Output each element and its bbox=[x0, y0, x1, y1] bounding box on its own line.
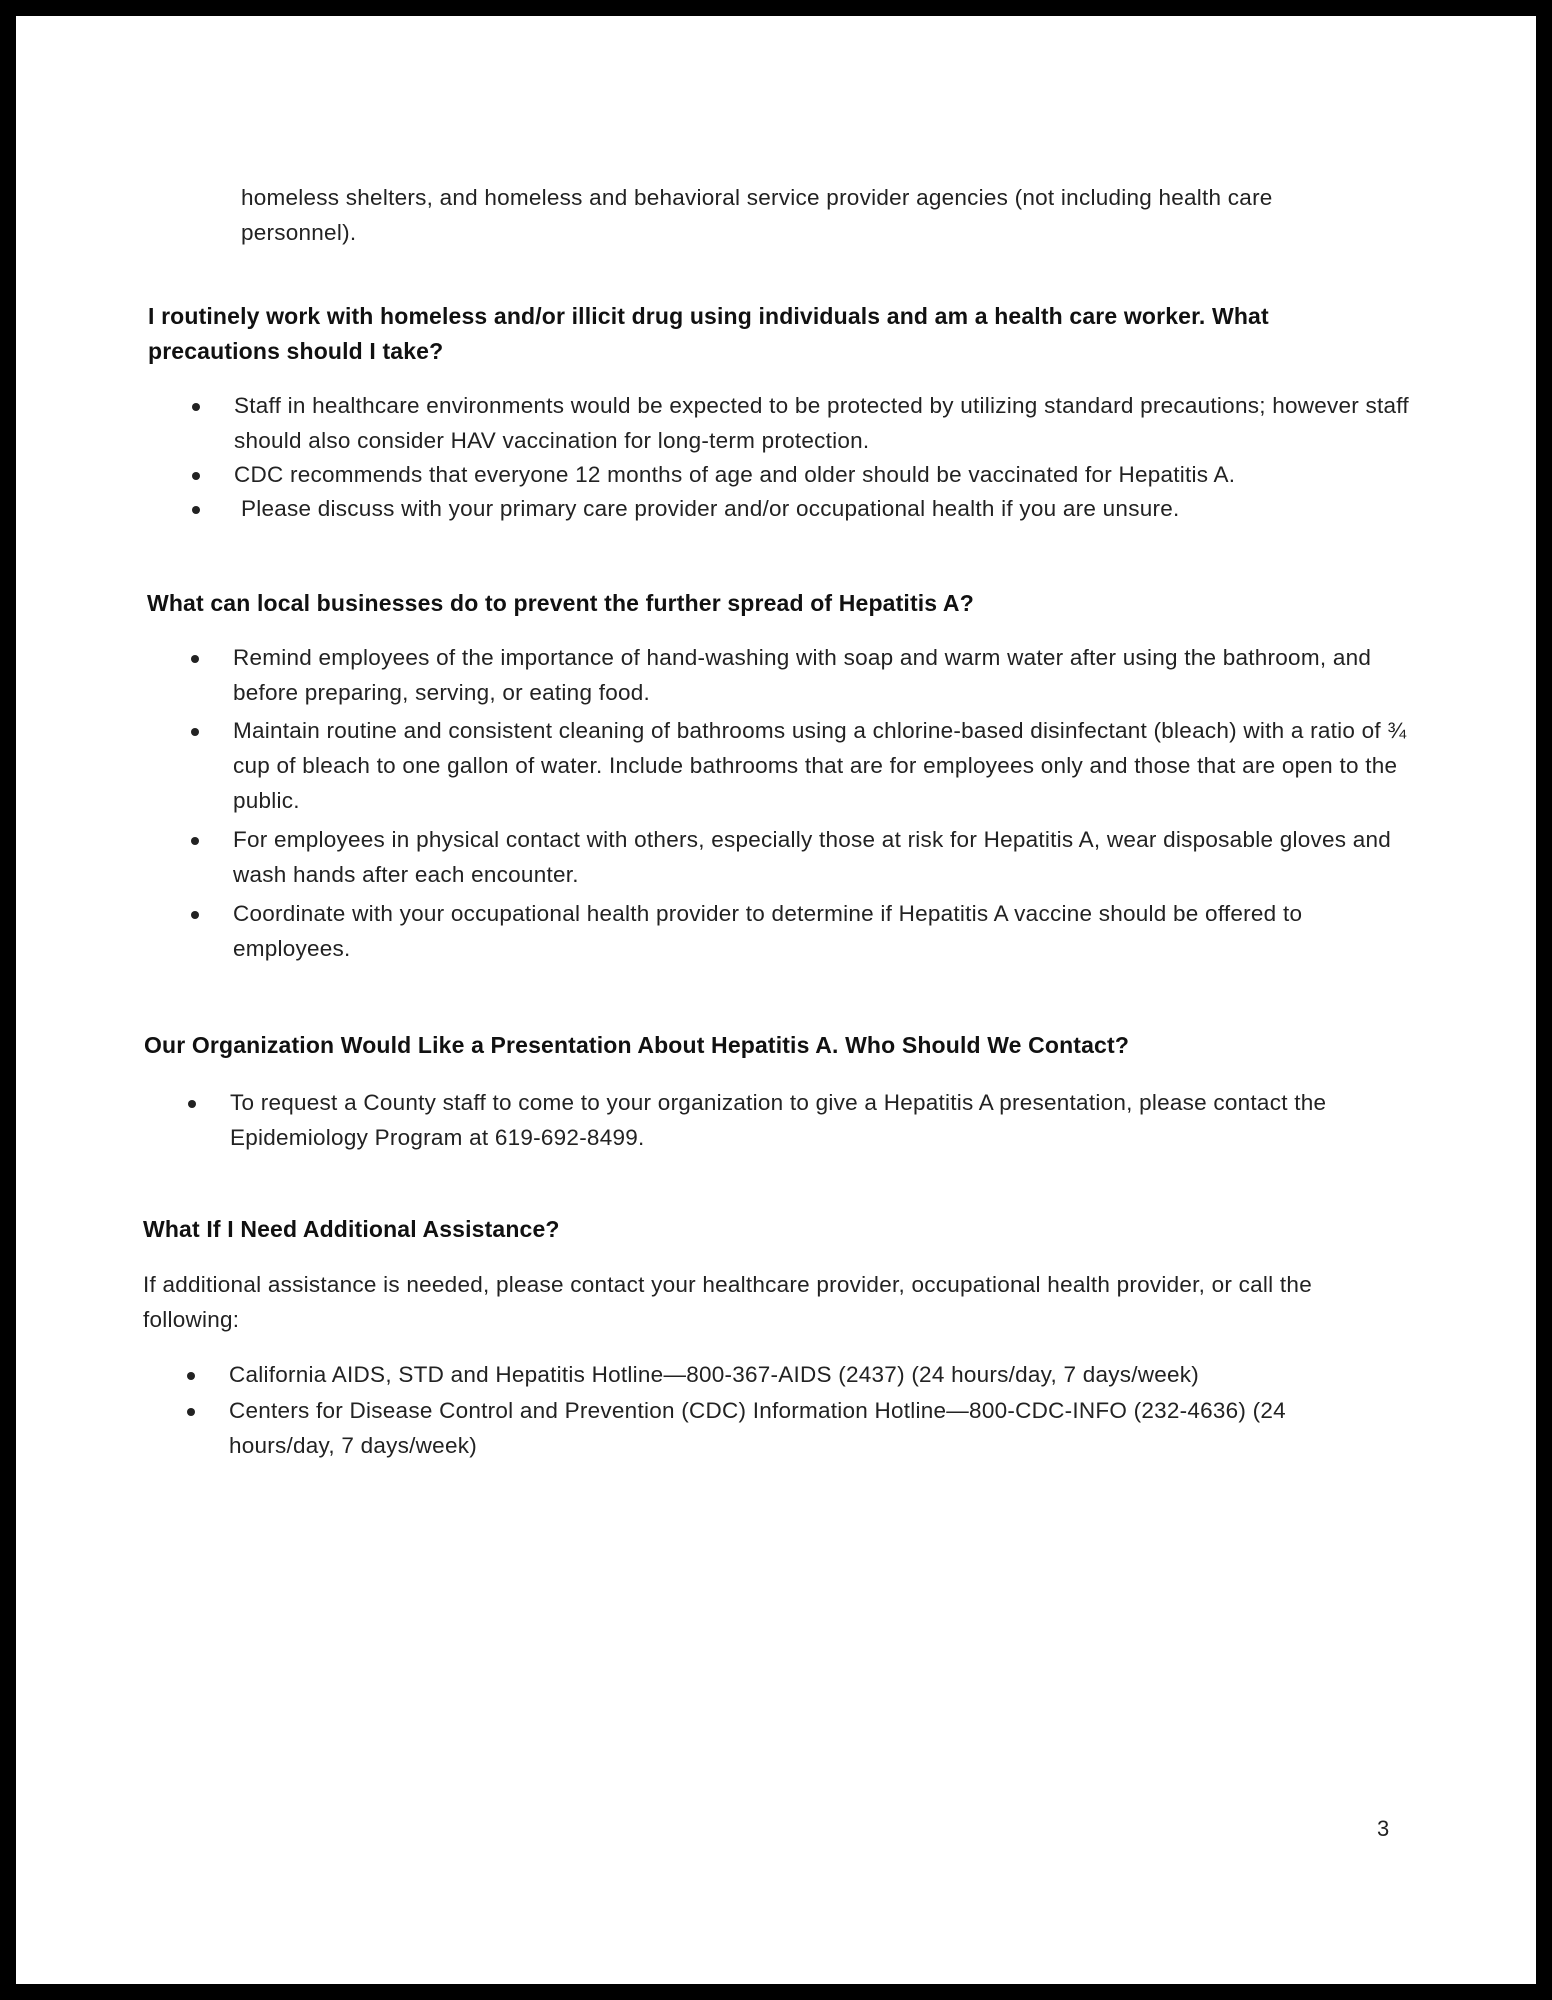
bullet-icon bbox=[188, 1100, 196, 1108]
section-heading-presentation-request: Our Organization Would Like a Presentation About Hepatitis A. Who Should We Contact? bbox=[144, 1032, 1130, 1058]
section-heading-hcw-precautions: I routinely work with homeless and/or illicit drug using individuals and am a health care worker. What precautions should I take? bbox=[148, 303, 1269, 364]
list-item-text: Please discuss with your primary care provider and/or occupational health if you are unsure. bbox=[241, 496, 1180, 521]
bullet-icon bbox=[192, 472, 200, 480]
continuation-paragraph: homeless shelters, and homeless and behavioral service provider agencies (not including health care personnel). bbox=[241, 185, 1273, 245]
list-item-text: Staff in healthcare environments would be expected to be protected by utilizing standard precautions; however staff should also consider HAV vaccination for long-term protection. bbox=[234, 393, 1409, 453]
assistance-intro-paragraph: If additional assistance is needed, please contact your healthcare provider, occupational health provider, or call the following: bbox=[143, 1272, 1312, 1332]
bullet-icon bbox=[191, 655, 199, 663]
section-heading-local-businesses: What can local businesses do to prevent the further spread of Hepatitis A? bbox=[147, 590, 974, 616]
list-item-text: Centers for Disease Control and Prevention (CDC) Information Hotline—800-CDC-INFO (232-4636) (24 hours/day, 7 days/week) bbox=[229, 1398, 1286, 1458]
section-heading-additional-assistance: What If I Need Additional Assistance? bbox=[143, 1216, 560, 1242]
bullet-icon bbox=[187, 1408, 195, 1416]
list-item-text: Remind employees of the importance of hand-washing with soap and warm water after using the bathroom, and before preparing, serving, or eating food. bbox=[233, 645, 1372, 705]
bullet-icon bbox=[187, 1372, 195, 1380]
page-number: 3 bbox=[1377, 1816, 1390, 1841]
list-item-text: To request a County staff to come to your organization to give a Hepatitis A presentation, please contact the Epidemiology Program at 619-692-8499. bbox=[230, 1090, 1327, 1150]
bullet-icon bbox=[192, 506, 200, 514]
bullet-icon bbox=[191, 837, 199, 845]
list-item-text: Coordinate with your occupational health provider to determine if Hepatitis A vaccine should be offered to employees. bbox=[233, 901, 1303, 961]
bullet-icon bbox=[191, 911, 199, 919]
list-item-text: California AIDS, STD and Hepatitis Hotline—800-367-AIDS (2437) (24 hours/day, 7 days/week) bbox=[229, 1362, 1200, 1387]
bullet-icon bbox=[191, 728, 199, 736]
list-item-text: For employees in physical contact with others, especially those at risk for Hepatitis A, wear disposable gloves and wash hands after each encounter. bbox=[233, 827, 1392, 887]
list-item-text: Maintain routine and consistent cleaning of bathrooms using a chlorine-based disinfectant (bleach) with a ratio of ¾ cup of bleach to one gallon of water. Include bathrooms that are for employees only and those that are open to the public. bbox=[233, 718, 1407, 813]
bullet-icon bbox=[192, 403, 200, 411]
document-page bbox=[16, 16, 1536, 1984]
list-item-text: CDC recommends that everyone 12 months of age and older should be vaccinated for Hepatitis A. bbox=[234, 462, 1236, 487]
